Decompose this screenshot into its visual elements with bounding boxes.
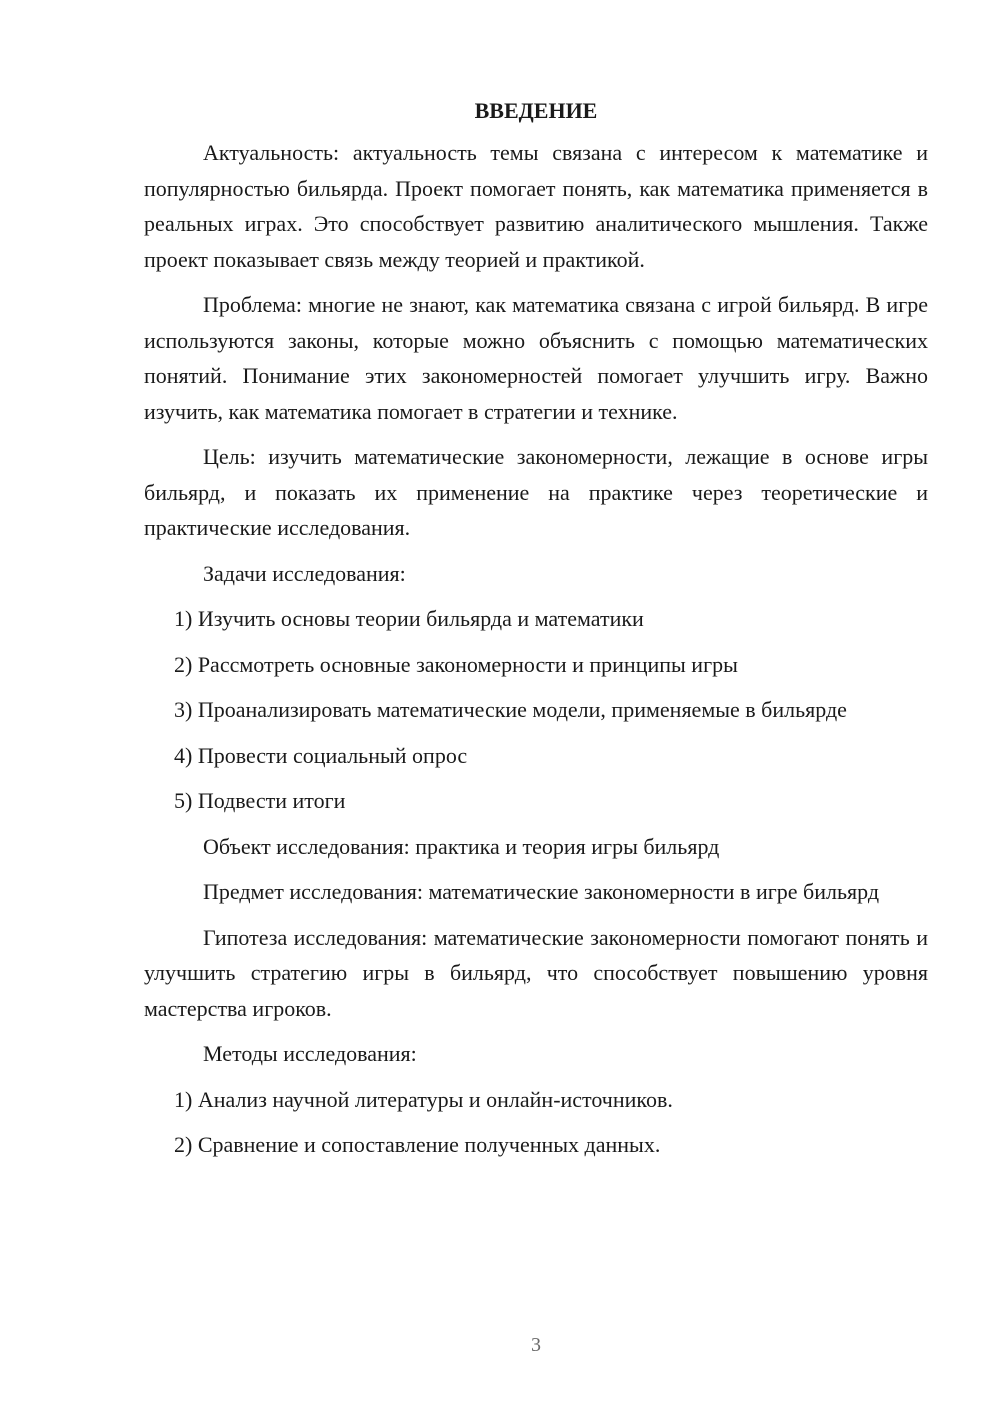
method-item-2: 2) Сравнение и сопоставление полученных данных. xyxy=(174,1132,661,1157)
subject-paragraph: Предмет исследования: математические закономерности в игре бильярд xyxy=(203,879,880,904)
task-item-5: 5) Подвести итоги xyxy=(174,788,346,813)
section-title: ВВЕДЕНИЕ xyxy=(474,98,598,123)
document-page xyxy=(144,96,928,1173)
method-item-1: 1) Анализ научной литературы и онлайн-источников. xyxy=(174,1086,673,1112)
object-paragraph: Объект исследования: практика и теория игры бильярд xyxy=(203,833,720,859)
task-item-2: 2) Рассмотреть основные закономерности и принципы игры xyxy=(174,651,738,677)
relevance-paragraph: Актуальность: актуальность темы связана с интересом к математике и популярностью бильярда. Проект помогает понять, как математика применяется в реальных играх. Это способствует развитию аналитического мышления. Также проект показывает связь между теорией и практикой. xyxy=(144,140,928,272)
task-item-4: 4) Провести социальный опрос xyxy=(174,742,468,768)
tasks-heading: Задачи исследования: xyxy=(203,560,406,586)
task-item-1: 1) Изучить основы теории бильярда и математики xyxy=(174,606,644,631)
page-number: 3 xyxy=(531,1334,541,1356)
methods-heading: Методы исследования: xyxy=(203,1041,417,1066)
problem-paragraph: Проблема: многие не знают, как математика связана с игрой бильярд. В игре используются законы, которые можно объяснить с помощью математических понятий. Понимание этих закономерностей помогает улучшить игру. Важно изучить, как математика помогает в стратегии и технике. xyxy=(144,292,928,424)
task-item-3: 3) Проанализировать математические модели, применяемые в бильярде xyxy=(174,697,847,722)
goal-paragraph: Цель: изучить математические закономерности, лежащие в основе игры бильярд, и показать их применение на практике через теоретические и практические исследования. xyxy=(144,444,928,540)
hypothesis-paragraph: Гипотеза исследования: математические закономерности помогают понять и улучшить стратегию игры в бильярд, что способствует повышению уровня мастерства игроков. xyxy=(144,924,928,1021)
